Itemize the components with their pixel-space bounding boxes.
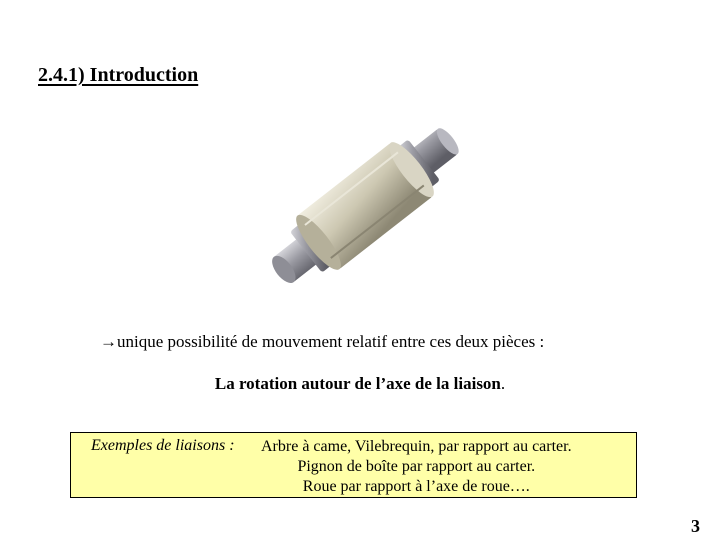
example-item: Arbre à came, Vilebrequin, par rapport au carter.	[261, 438, 572, 455]
examples-box	[70, 432, 637, 498]
arrow-icon: →	[100, 332, 117, 351]
example-item: Pignon de boîte par rapport au carter.	[297, 458, 536, 475]
page-number: 3	[691, 516, 700, 536]
rotation-statement	[0, 374, 720, 394]
relative-motion-description	[100, 332, 544, 352]
examples-label: Exemples de liaisons :	[91, 437, 235, 454]
examples-list	[261, 437, 572, 497]
section-heading: 2.4.1) Introduction	[38, 64, 199, 86]
rotation-statement-period: .	[500, 374, 506, 393]
example-item: Roue par rapport à l’axe de roue….	[302, 478, 530, 495]
pivot-joint-illustration	[250, 126, 480, 286]
rotation-statement-bold: La rotation autour de l’axe de la liaison	[214, 374, 501, 393]
description-text: unique possibilité de mouvement relatif entre ces deux pièces :	[117, 332, 545, 351]
